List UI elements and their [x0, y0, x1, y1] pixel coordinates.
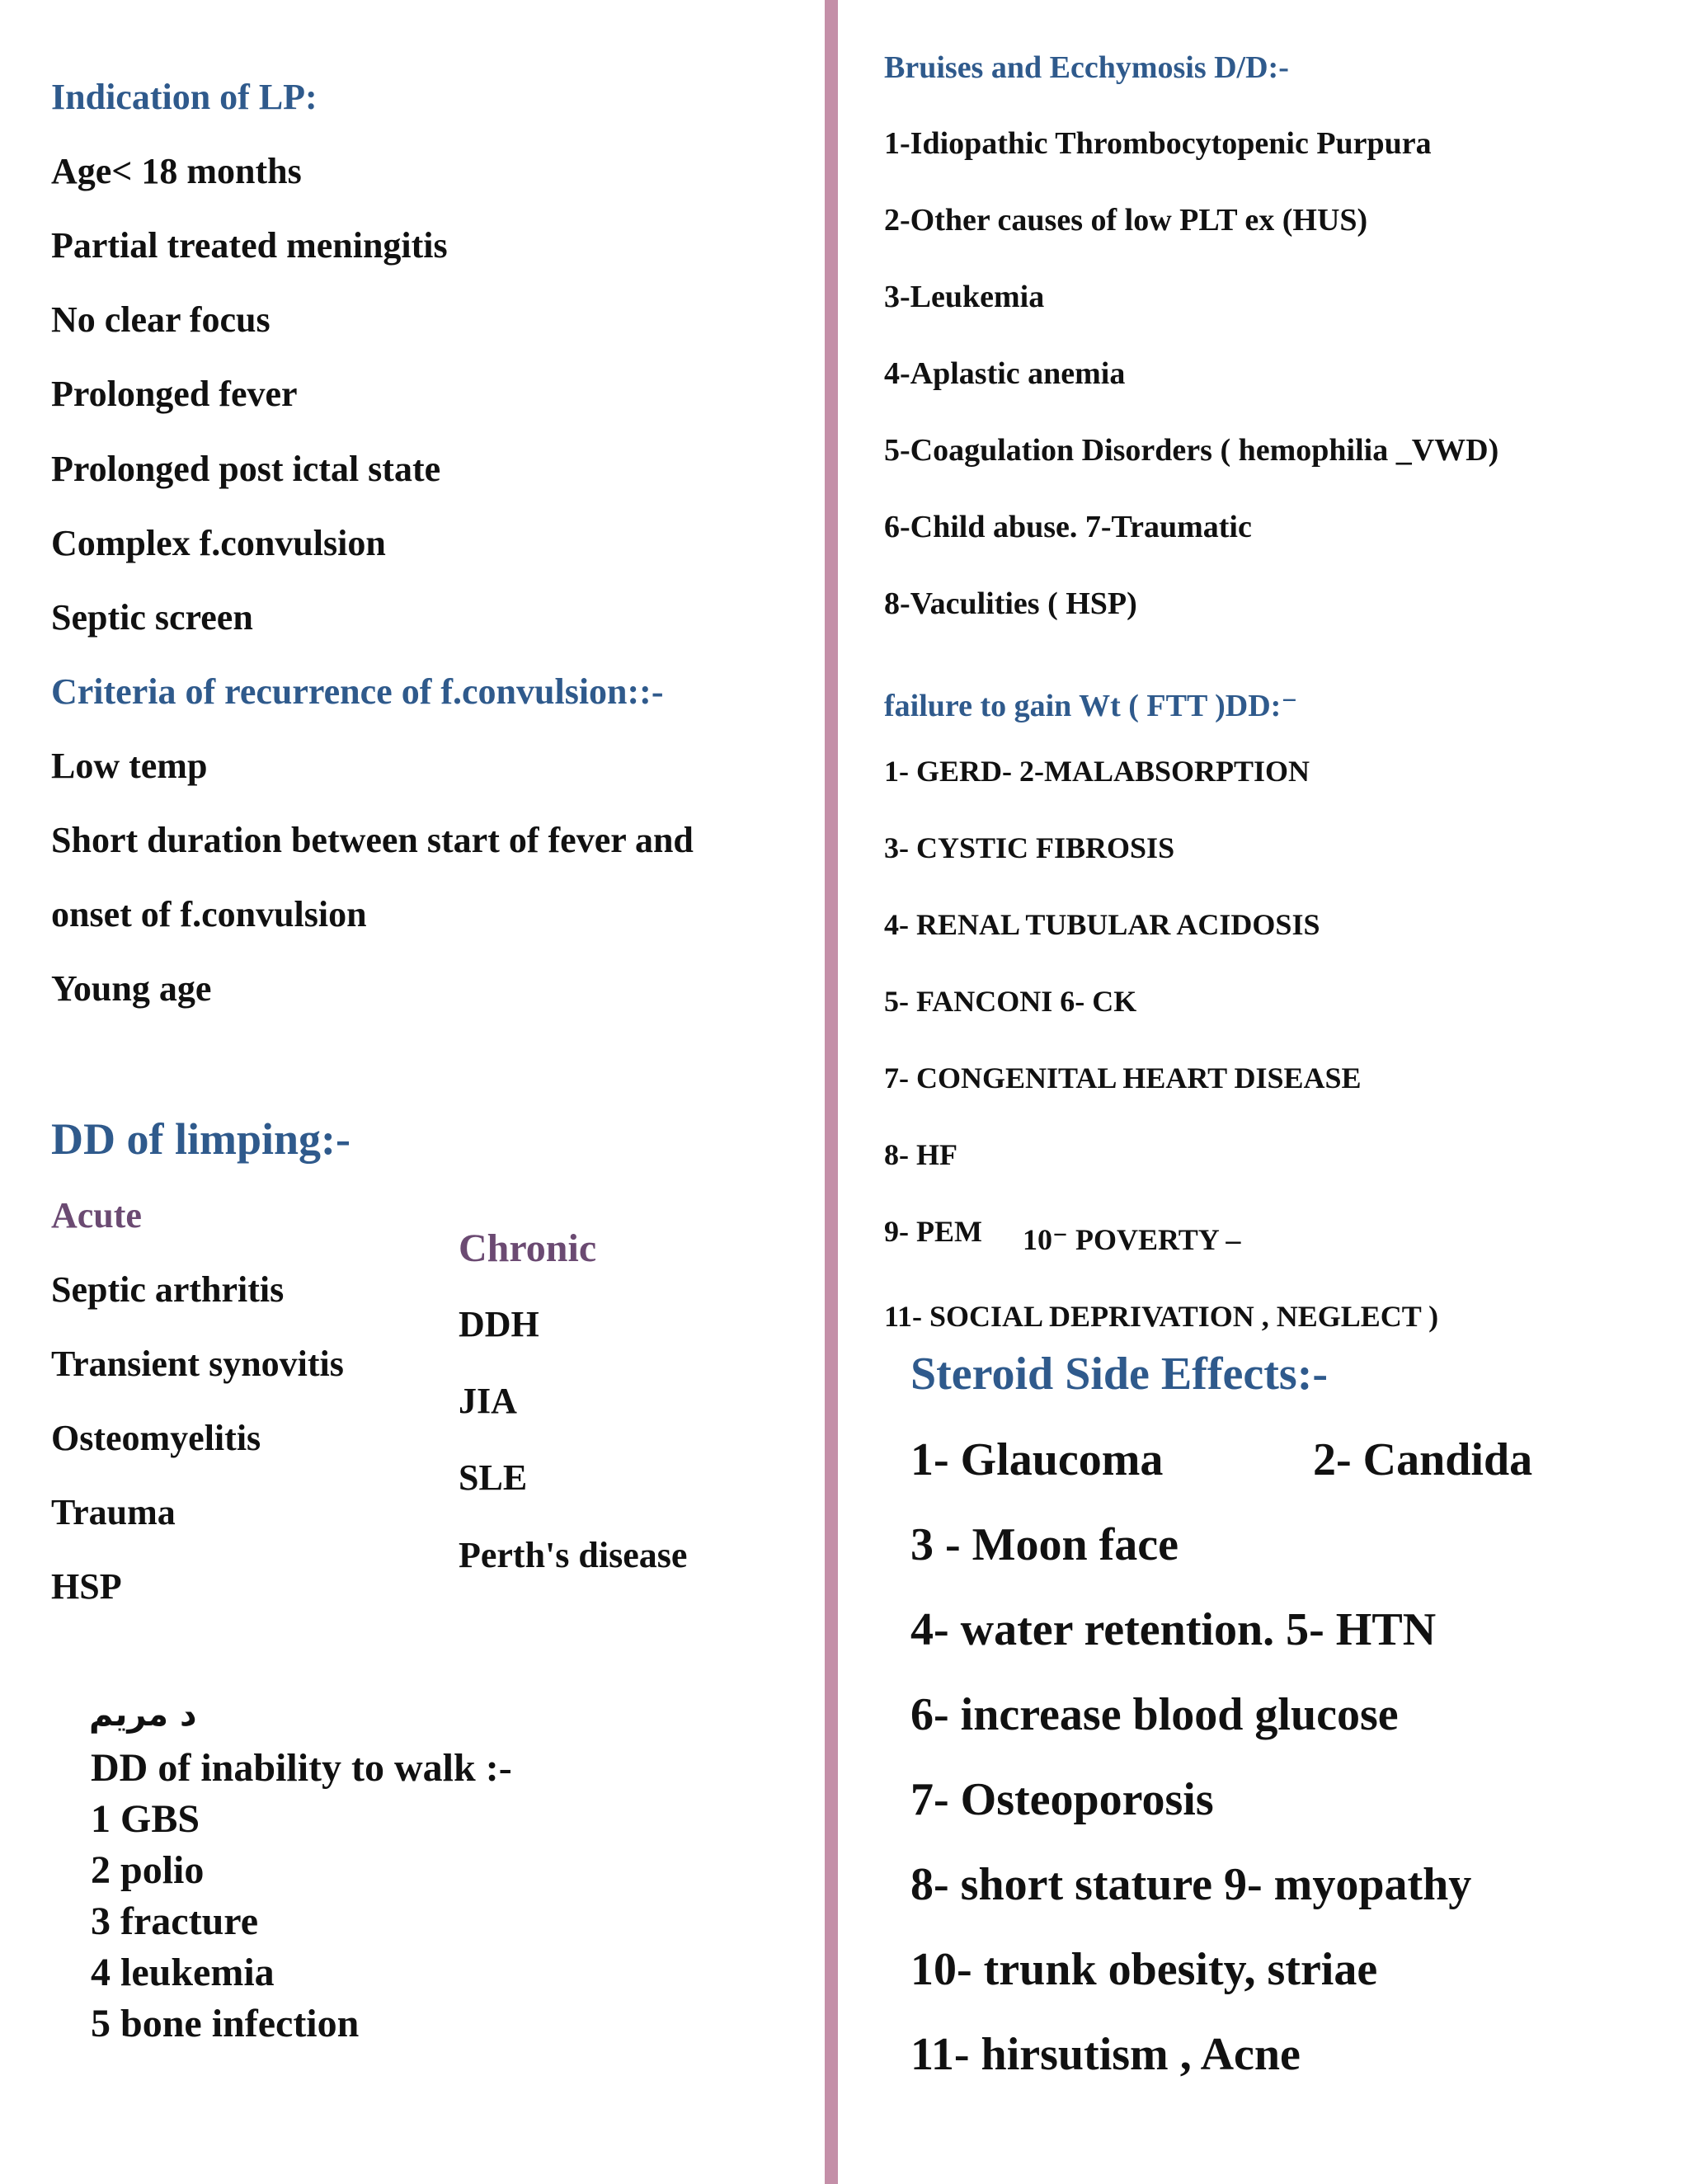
- ftt-item: 5- FANCONI 6- CK: [884, 985, 1137, 1018]
- acute-item: Osteomyelitis: [51, 1418, 261, 1458]
- acute-heading: Acute: [51, 1195, 142, 1236]
- acute-item: Trauma: [51, 1492, 176, 1532]
- ftt-item: 4- RENAL TUBULAR ACIDOSIS: [884, 908, 1320, 941]
- acute-item: HSP: [51, 1566, 122, 1607]
- recurrence-item: Low temp: [51, 746, 208, 786]
- lp-item: Complex f.convulsion: [51, 523, 386, 563]
- steroid-item: 10- trunk obesity, striae: [910, 1944, 1378, 1995]
- recurrence-item: Short duration between start of fever and: [51, 820, 694, 860]
- lp-heading: Indication of LP:: [51, 77, 318, 117]
- bruises-item: 1-Idiopathic Thrombocytopenic Purpura: [884, 126, 1432, 161]
- ftt-item: 7- CONGENITAL HEART DISEASE: [884, 1061, 1362, 1094]
- ftt-item: 8- HF: [884, 1138, 957, 1171]
- recurrence-item: Young age: [51, 968, 212, 1009]
- ftt-item: 9- PEM: [884, 1215, 982, 1248]
- ftt-item: 1- GERD- 2-MALABSORPTION: [884, 755, 1310, 788]
- bruises-item: 2-Other causes of low PLT ex (HUS): [884, 203, 1368, 238]
- ftt-item: 10⁻ POVERTY –: [1023, 1223, 1241, 1256]
- walk-item: 3 fracture: [91, 1899, 259, 1943]
- steroid-item: 6- increase blood glucose: [910, 1689, 1399, 1740]
- bruises-item: 5-Coagulation Disorders ( hemophilia _VWD): [884, 433, 1499, 468]
- recurrence-heading: Criteria of recurrence of f.convulsion::-: [51, 671, 664, 712]
- walk-item: 1 GBS: [91, 1797, 200, 1841]
- lp-item: Septic screen: [51, 597, 253, 638]
- steroid-item: 4- water retention. 5- HTN: [910, 1604, 1437, 1655]
- ftt-item: 11- SOCIAL DEPRIVATION , NEGLECT ): [884, 1300, 1439, 1333]
- column-divider: [825, 0, 838, 2184]
- bruises-heading: Bruises and Ecchymosis D/D:-: [884, 50, 1289, 85]
- lp-item: No clear focus: [51, 299, 271, 340]
- steroid-item: 11- hirsutism , Acne: [910, 2029, 1301, 2080]
- ftt-heading: failure to gain Wt ( FTT )DD:⁻: [884, 689, 1298, 723]
- steroid-heading: Steroid Side Effects:-: [910, 1349, 1328, 1400]
- steroid-item: 8- short stature 9- myopathy: [910, 1859, 1472, 1910]
- lp-item: Prolonged post ictal state: [51, 449, 441, 489]
- walk-heading: DD of inability to walk :-: [91, 1746, 512, 1790]
- walk-item: 2 polio: [91, 1848, 205, 1892]
- lp-item: Prolonged fever: [51, 374, 298, 414]
- bruises-item: 8-Vaculities ( HSP): [884, 586, 1137, 621]
- steroid-item: 2- Candida: [1313, 1434, 1533, 1485]
- walk-item: 4 leukemia: [91, 1951, 275, 1994]
- ftt-item: 3- CYSTIC FIBROSIS: [884, 831, 1175, 864]
- chronic-item: Perth's disease: [459, 1535, 688, 1575]
- recurrence-item: onset of f.convulsion: [51, 894, 367, 934]
- lp-item: Age< 18 months: [51, 151, 302, 191]
- acute-item: Septic arthritis: [51, 1269, 285, 1310]
- bruises-item: 3-Leukemia: [884, 280, 1045, 314]
- walk-item: 5 bone infection: [91, 2002, 360, 2045]
- limping-heading: DD of limping:-: [51, 1114, 351, 1164]
- chronic-heading: Chronic: [459, 1226, 597, 1270]
- bruises-item: 4-Aplastic anemia: [884, 356, 1126, 391]
- chronic-item: SLE: [459, 1457, 528, 1498]
- bruises-item: 6-Child abuse. 7-Traumatic: [884, 510, 1252, 544]
- lp-item: Partial treated meningitis: [51, 225, 448, 266]
- chronic-item: JIA: [459, 1381, 517, 1421]
- steroid-item: 1- Glaucoma: [910, 1434, 1164, 1485]
- author-signature: د مريم: [89, 1696, 197, 1734]
- acute-item: Transient synovitis: [51, 1344, 344, 1384]
- steroid-item: 7- Osteoporosis: [910, 1774, 1214, 1825]
- chronic-item: DDH: [459, 1304, 539, 1344]
- steroid-item: 3 - Moon face: [910, 1519, 1179, 1570]
